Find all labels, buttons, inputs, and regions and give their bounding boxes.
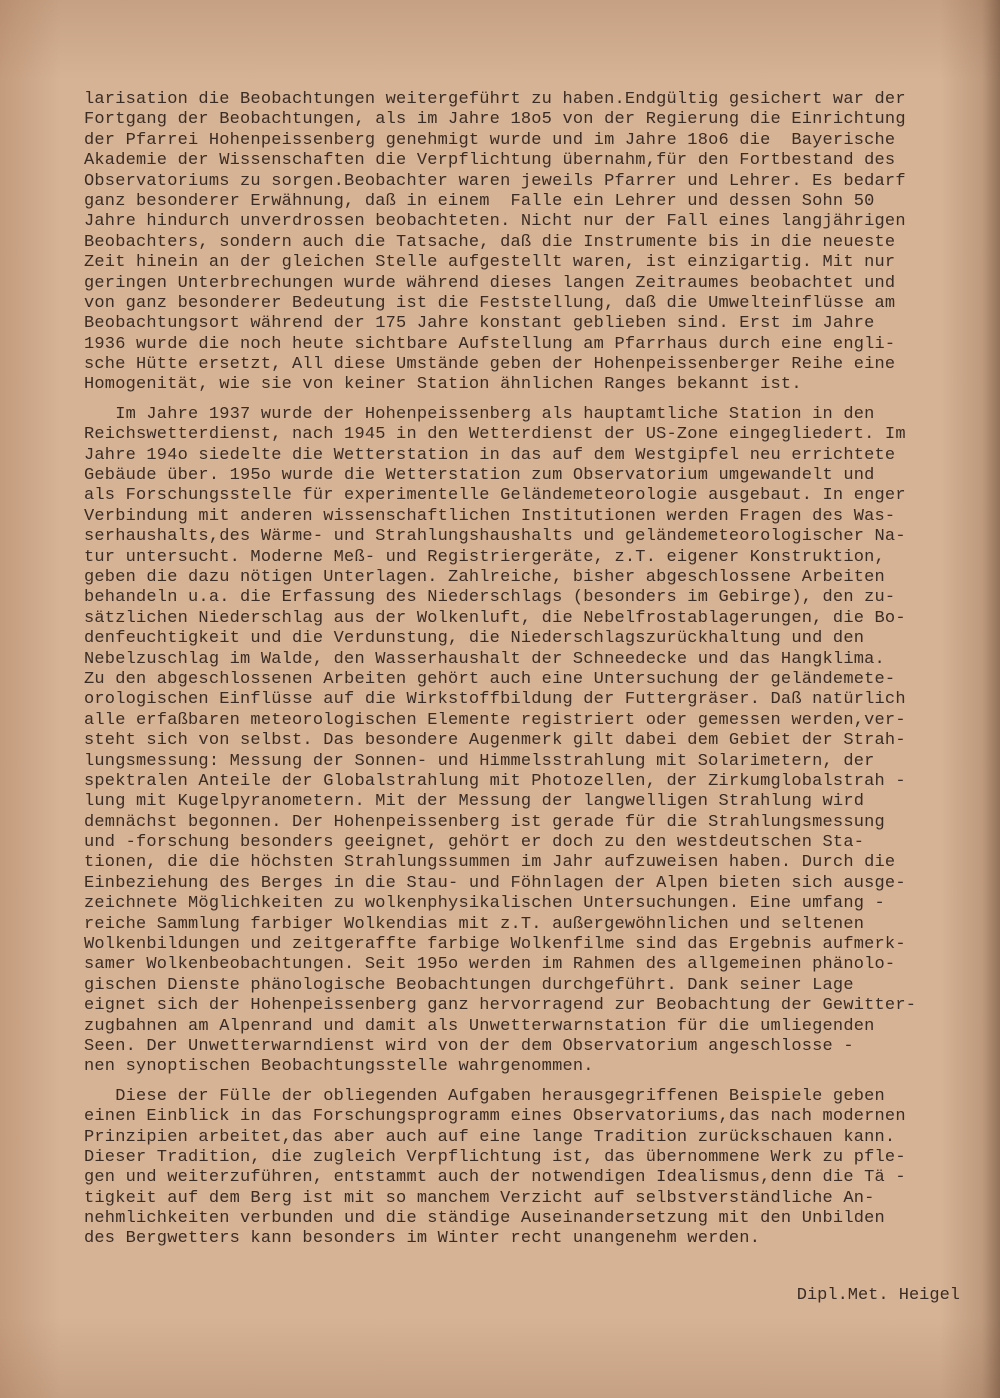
text-line: Seen. Der Unwetterwarndienst wird von der dem Observatorium angeschlosse - — [84, 1036, 854, 1056]
text-line: der Pfarrei Hohenpeissenberg genehmigt wurde und im Jahre 18o6 die Bayerische — [84, 130, 896, 150]
text-line: reiche Sammlung farbiger Wolkendias mit z.T. außergewöhnlichen und seltenen — [84, 914, 865, 934]
text-line: steht sich von selbst. Das besondere Augenmerk gilt dabei dem Gebiet der Strah- — [84, 731, 906, 751]
text-line: demnächst begonnen. Der Hohenpeissenberg ist gerade für die Strahlungsmessung — [84, 812, 885, 832]
text-line: Dieser Tradition, die zugleich Verpflichtung ist, das übernommene Werk zu pfle- — [84, 1147, 906, 1167]
text-line: Im Jahre 1937 wurde der Hohenpeissenberg als hauptamtliche Station in den — [84, 404, 875, 424]
text-line: Einbeziehung des Berges in die Stau- und Föhnlagen der Alpen bieten sich ausge- — [84, 873, 906, 893]
text-line: tur untersucht. Moderne Meß- und Registriergeräte, z.T. eigener Konstruktion, — [84, 547, 885, 567]
text-line: Reichswetterdienst, nach 1945 in den Wetterdienst der US-Zone eingegliedert. Im — [84, 425, 906, 445]
text-line: Homogenität, wie sie von keiner Station ähnlichen Ranges bekannt ist. — [84, 375, 802, 395]
paragraph — [84, 1087, 974, 1250]
text-line: orologischen Einflüsse auf die Wirkstoffbildung der Futtergräser. Daß natürlich — [84, 690, 906, 710]
text-line: Prinzipien arbeitet,das aber auch auf eine lange Tradition zurückschauen kann. — [84, 1127, 896, 1147]
text-line: Beobachtungsort während der 175 Jahre konstant geblieben sind. Erst im Jahre — [84, 314, 875, 334]
text-line: Zu den abgeschlossenen Arbeiten gehört auch eine Untersuchung der geländemete- — [84, 669, 896, 689]
text-line: eignet sich der Hohenpeissenberg ganz hervorragend zur Beobachtung der Gewitter- — [84, 996, 917, 1016]
text-line: alle erfaßbaren meteorologischen Elemente registriert oder gemessen werden,ver- — [84, 710, 906, 730]
text-line: geringen Unterbrechungen wurde während dieses langen Zeitraumes beobachtet und — [84, 273, 896, 293]
text-line: als Forschungsstelle für experimentelle Geländemeteorologie ausgebaut. In enger — [84, 486, 906, 506]
text-line: Gebäude über. 195o wurde die Wetterstation zum Observatorium umgewandelt und — [84, 466, 875, 486]
text-line: einen Einblick in das Forschungsprogramm eines Observatoriums,das nach modernen — [84, 1107, 906, 1127]
text-line: sche Hütte ersetzt, All diese Umstände geben der Hohenpeissenberger Reihe eine — [84, 355, 896, 375]
text-line: Jahre 194o siedelte die Wetterstation in das auf dem Westgipfel neu errichtete — [84, 445, 896, 465]
text-line: ganz besonderer Erwähnung, daß in einem Falle ein Lehrer und dessen Sohn 50 — [84, 191, 875, 211]
document-body — [84, 90, 974, 1250]
text-line: Fortgang der Beobachtungen, als im Jahre 18o5 von der Regierung die Einrichtung — [84, 110, 906, 130]
text-line: Nebelzuschlag im Walde, den Wasserhaushalt der Schneedecke und das Hangklima. — [84, 649, 885, 669]
text-line: gischen Dienste phänologische Beobachtungen durchgeführt. Dank seiner Lage — [84, 975, 854, 995]
text-line: Observatoriums zu sorgen.Beobachter waren jeweils Pfarrer und Lehrer. Es bedarf — [84, 171, 906, 191]
text-line: und -forschung besonders geeignet, gehört er doch zu den westdeutschen Sta- — [84, 833, 865, 853]
author-signature: Dipl.Met. Heigel — [796, 1286, 960, 1305]
text-line: zeichnete Möglichkeiten zu wolkenphysikalischen Untersuchungen. Eine umfang - — [84, 894, 885, 914]
text-line: lung mit Kugelpyranometern. Mit der Messung der langwelligen Strahlung wird — [84, 792, 865, 812]
text-line: Zeit hinein an der gleichen Stelle aufgestellt waren, ist einzigartig. Mit nur — [84, 253, 896, 273]
text-line: Akademie der Wissenschaften die Verpflichtung übernahm,für den Fortbestand des — [84, 151, 896, 171]
text-line: Diese der Fülle der obliegenden Aufgaben herausgegriffenen Beispiele geben — [84, 1086, 885, 1106]
text-line: 1936 wurde die noch heute sichtbare Aufstellung am Pfarrhaus durch eine engli- — [84, 334, 896, 354]
text-line: geben die dazu nötigen Unterlagen. Zahlreiche, bisher abgeschlossene Arbeiten — [84, 567, 885, 587]
paragraph — [84, 90, 974, 396]
text-line: Wolkenbildungen und zeitgeraffte farbige Wolkenfilme sind das Ergebnis aufmerk- — [84, 935, 906, 955]
text-line: spektralen Anteile der Globalstrahlung mit Photozellen, der Zirkumglobalstrah - — [84, 771, 906, 791]
text-line: gen und weiterzuführen, entstammt auch der notwendigen Idealismus,denn die Tä - — [84, 1168, 906, 1188]
paragraph — [84, 405, 974, 1078]
text-line: lungsmessung: Messung der Sonnen- und Himmelsstrahlung mit Solarimetern, der — [84, 751, 875, 771]
text-line: von ganz besonderer Bedeutung ist die Feststellung, daß die Umwelteinflüsse am — [84, 293, 896, 313]
text-line: denfeuchtigkeit und die Verdunstung, die Niederschlagszurückhaltung und den — [84, 629, 865, 649]
text-line: Beobachters, sondern auch die Tatsache, daß die Instrumente bis in die neueste — [84, 232, 896, 252]
text-line: behandeln u.a. die Erfassung des Niederschlags (besonders im Gebirge), den zu- — [84, 588, 896, 608]
text-line: sätzlichen Niederschlag aus der Wolkenluft, die Nebelfrostablagerungen, die Bo- — [84, 608, 906, 628]
text-line: Jahre hindurch unverdrossen beobachteten. Nicht nur der Fall eines langjährigen — [84, 212, 906, 232]
text-line: zugbahnen am Alpenrand und damit als Unwetterwarnstation für die umliegenden — [84, 1016, 875, 1036]
paragraph-gap — [84, 396, 974, 405]
text-line: des Bergwetters kann besonders im Winter recht unangenehm werden. — [84, 1229, 761, 1249]
text-line: serhaushalts,des Wärme- und Strahlungshaushalts und geländemeteorologischer Na- — [84, 527, 906, 547]
text-line: nen synoptischen Beobachtungsstelle wahrgenommen. — [84, 1057, 594, 1077]
text-line: Verbindung mit anderen wissenschaftlichen Institutionen werden Fragen des Was- — [84, 506, 896, 526]
text-line: tigkeit auf dem Berg ist mit so manchem Verzicht auf selbstverständliche An- — [84, 1188, 875, 1208]
text-line: nehmlichkeiten verbunden und die ständige Auseinandersetzung mit den Unbilden — [84, 1209, 885, 1229]
paragraph-gap — [84, 1078, 974, 1087]
text-line: samer Wolkenbeobachtungen. Seit 195o werden im Rahmen des allgemeinen phänolo- — [84, 955, 896, 975]
text-line: larisation die Beobachtungen weitergeführt zu haben.Endgültig gesichert war der — [84, 90, 906, 109]
text-line: tionen, die die höchsten Strahlungssummen im Jahr aufzuweisen haben. Durch die — [84, 853, 896, 873]
